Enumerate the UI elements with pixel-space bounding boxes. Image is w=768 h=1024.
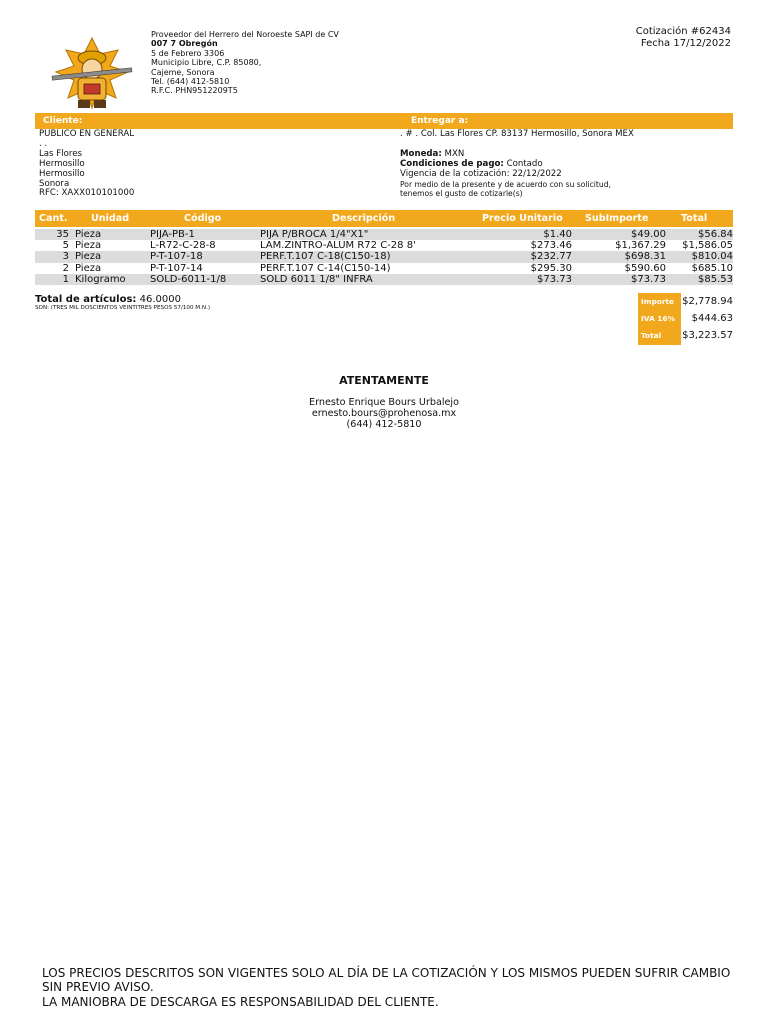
client-block [39,130,389,199]
cell-description: PIJA P/BROCA 1/4"X1" [260,229,369,240]
validity: Vigencia de la cotización: 22/12/2022 [400,168,562,179]
quote-date: Fecha 17/12/2022 [640,37,731,49]
client-line: Hermosillo [39,168,85,179]
deliver-header: Entregar a: [411,116,469,126]
company-branch: 007 7 Obregón [151,39,218,49]
quote-number: Cotización #62434 [635,26,731,37]
iva-label: IVA 16% [638,310,681,328]
signature-block [0,397,768,430]
articles-value: 46.0000 [139,294,181,305]
cell-subtotal: $590.60 [624,262,666,274]
cell-subtotal: $1,367.29 [615,240,666,252]
signature-heading: ATENTAMENTE [339,374,429,387]
iva-value: $444.63 [691,313,733,324]
quote-info [636,26,731,49]
total-label: Total [638,327,681,345]
signature-name: Ernesto Enrique Bours Urbalejo [309,397,459,408]
payment-row: Condiciones de pago: Contado [400,158,543,169]
company-phone: Tel. (644) 412-5810 [151,77,230,87]
footer-line-1: LOS PRECIOS DESCRITOS SON VIGENTES SOLO AL DÍA DE LA COTIZACIÓN Y LOS MISMOS PUEDEN SUFRIR CAMBIO SIN PREVIO AVISO. [42,966,731,995]
iva-row [638,310,733,328]
client-header: Cliente: [43,116,83,126]
table-row [35,229,733,240]
cell-unit: Pieza [75,240,102,252]
company-address-2: Municipio Libre, C.P. 85080, [151,58,262,68]
cell-total: $85.53 [698,273,733,285]
col-code: Código [184,213,222,224]
cell-description: PERF.T.107 C-14(C150-14) [260,262,391,274]
importe-label: Importe [638,293,681,311]
client-rfc: RFC: XAXX010101000 [39,188,135,199]
cell-unit-price: $73.73 [537,273,572,285]
cell-unit: Kilogramo [75,273,126,285]
cell-total: $56.84 [698,229,733,240]
items-table-header [35,210,733,227]
total-row [638,327,733,345]
cell-unit-price: $295.30 [530,262,572,274]
cell-code: SOLD-6011-1/8 [150,273,227,285]
deliver-address: . # . Col. Las Flores CP. 83137 Hermosillo, Sonora MEX [400,129,634,139]
table-row [35,263,733,274]
table-row [35,240,733,251]
signature-phone: (644) 412-5810 [346,419,422,430]
cell-subtotal: $49.00 [631,229,666,240]
currency-row: Moneda: MXN [400,148,465,159]
cell-description: LAM.ZINTRO-ALUM R72 C-28 8' [260,240,416,252]
company-rfc: R.F.C. PHN9512209T5 [151,86,238,96]
note-2: tenemos el gusto de cotizarle(s) [400,188,523,198]
cell-description: PERF.T.107 C-18(C150-18) [260,251,391,263]
total-value: $3,223.57 [682,330,733,341]
company-address-3: Cajeme, Sonora [151,67,215,77]
cell-unit: Pieza [75,229,102,240]
col-qty: Cant. [39,213,68,224]
company-name: Proveedor del Herrero del Noroeste SAPI de CV [151,30,339,39]
note-1: Por medio de la presente y de acuerdo con su solicitud, [400,179,611,189]
cell-total: $810.04 [691,251,733,263]
cell-unit-price: $232.77 [530,251,572,263]
cell-unit: Pieza [75,262,102,274]
importe-row [638,293,733,311]
company-address-1: 5 de Febrero 3306 [151,48,225,58]
cell-unit: Pieza [75,251,102,263]
cell-qty: 35 [56,229,69,240]
client-line: Hermosillo [39,158,85,169]
col-description: Descripción [332,213,396,224]
amount-in-words: SON: (TRES MIL DOSCIENTOS VEINTITRES PESOS 57/100 M.N.) [35,305,211,311]
cell-code: L-R72-C-28-8 [150,240,216,252]
cell-qty: 2 [62,262,69,274]
cell-subtotal: $73.73 [631,273,666,285]
col-total: Total [681,213,708,224]
cell-qty: 3 [62,251,69,263]
client-line: Sonora [39,178,70,189]
cell-unit-price: $1.40 [543,229,572,240]
client-deliver-header [35,113,733,129]
cell-qty: 1 [62,273,69,285]
importe-value: $2,778.94 [682,296,733,307]
cell-unit-price: $273.46 [530,240,572,252]
footer-line-2: LA MANIOBRA DE DESCARGA ES RESPONSABILIDAD DEL CLIENTE. [42,994,439,1009]
cell-total: $685.10 [691,262,733,274]
col-subtotal: SubImporte [585,213,649,224]
col-unit: Unidad [91,213,130,224]
articles-total: Total de artículos: 46.0000 [35,294,181,305]
table-row [35,251,733,262]
table-row [35,274,733,285]
worker-mascot-logo [48,36,136,112]
items-table-body [35,229,733,285]
client-line: . . [39,138,48,149]
cell-code: PIJA-PB-1 [150,229,195,240]
cell-code: P-T-107-14 [150,262,203,274]
client-line: PUBLICO EN GENERAL [39,129,135,139]
cell-total: $1,586.05 [682,240,733,252]
deliver-block [400,130,730,198]
cell-description: SOLD 6011 1/8" INFRA [260,273,373,285]
signature-email: ernesto.bours@prohenosa.mx [311,408,457,419]
cell-qty: 5 [62,240,69,252]
col-unit-price: Precio Unitario [482,213,563,224]
footer-notice [42,966,732,1009]
cell-code: P-T-107-18 [150,251,203,263]
client-line: Las Flores [39,148,82,159]
company-info [151,30,351,96]
cell-subtotal: $698.31 [624,251,666,263]
